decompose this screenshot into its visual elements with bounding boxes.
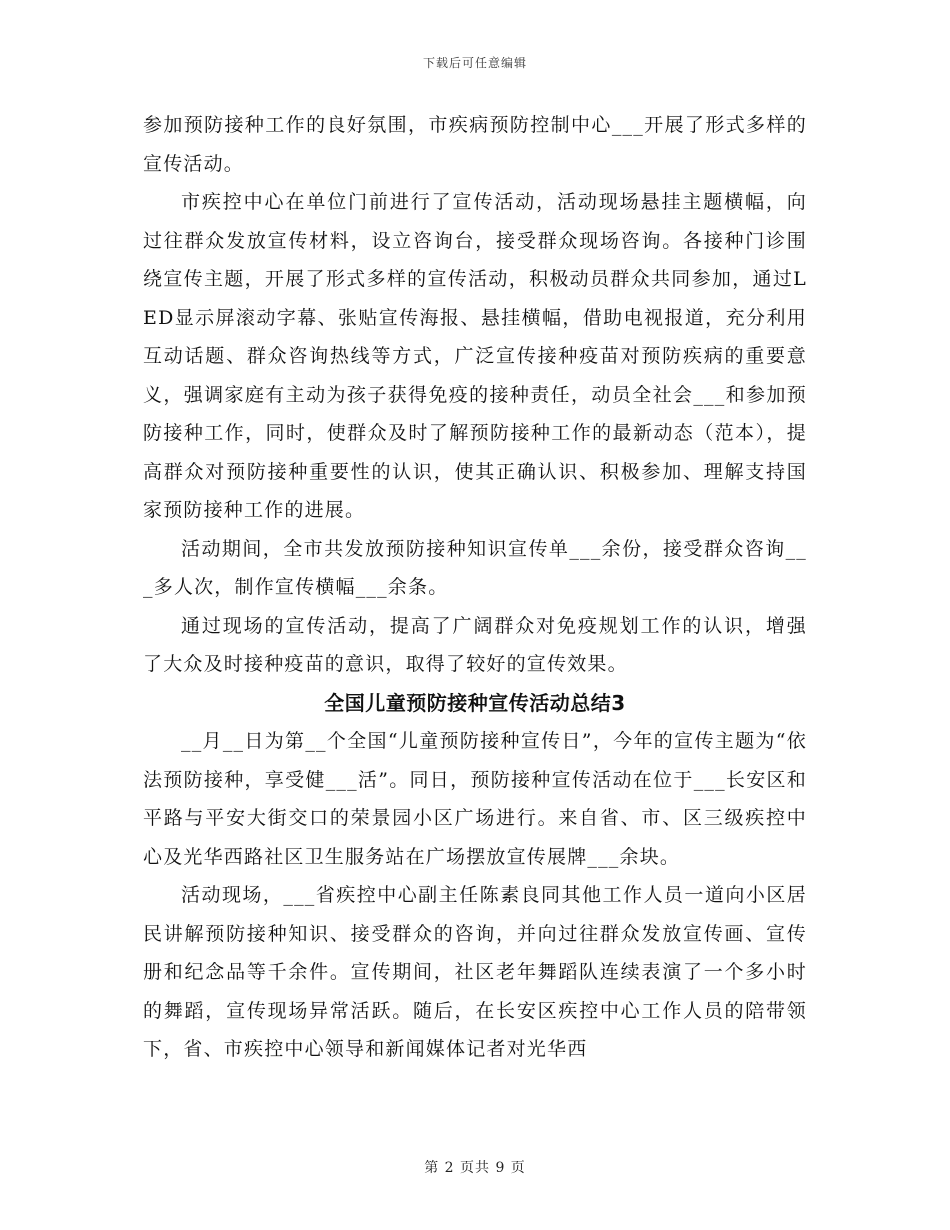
paragraph-statistics: 活动期间，全市共发放预防接种知识宣传单___余份，接受群众咨询___多人次，制作宣传横幅___余条。 [143,537,807,598]
paragraph-continuation: 参加预防接种工作的良好氛围，市疾病预防控制中心___开展了形式多样的宣传活动。 [143,114,807,175]
page-header: 下载后可任意编辑 [422,56,527,70]
document-body [143,106,807,1069]
section-title: 全国儿童预防接种宣传活动总结3 [324,690,626,715]
paragraph-conclusion: 通过现场的宣传活动，提高了广阔群众对免疫规划工作的认识，增强了大众及时接种疫苗的意识，取得了较好的宣传效果。 [143,614,807,675]
paragraph-event-scene: 活动现场，___省疾控中心副主任陈素良同其他工作人员一道向小区居民讲解预防接种知识、接受群众的咨询，并向过往群众发放宣传画、宣传册和纪念品等千余件。宣传期间，社区老年舞蹈队连续表演了一个多小时的舞蹈，宣传现场异常活跃。随后，在长安区疾控中心工作人员的陪带领下，省、市疾控中心领导和新闻媒体记者对光华西 [143,884,807,1060]
paragraph-event-intro: __月__日为第__个全国“儿童预防接种宣传日”，今年的宣传主题为“依法预防接种，享受健___活”。同日，预防接种宣传活动在位于___长安区和平路与平安大街交口的荣景园小区广场进行。来自省、市、区三级疾控中心及光华西路社区卫生服务站在广场摆放宣传展牌___余块。 [143,730,807,868]
page-footer: 第 2 页共 9 页 [424,1160,526,1176]
paragraph-activities: 市疾控中心在单位门前进行了宣传活动，活动现场悬挂主题横幅，向过往群众发放宣传材料，设立咨询台，接受群众现场咨询。各接种门诊围绕宣传主题，开展了形式多样的宣传活动，积极动员群众共同参加，通过LED显示屏滚动字幕、张贴宣传海报、悬挂横幅，借助电视报道，充分利用互动话题、群众咨询热线等方式，广泛宣传接种疫苗对预防疾病的重要意义，强调家庭有主动为孩子获得免疫的接种责任，动员全社会___和参加预防接种工作，同时，使群众及时了解预防接种工作的最新动态（范本），提高群众对预防接种重要性的认识，使其正确认识、积极参加、理解支持国家预防接种工作的进展。 [143,191,807,521]
